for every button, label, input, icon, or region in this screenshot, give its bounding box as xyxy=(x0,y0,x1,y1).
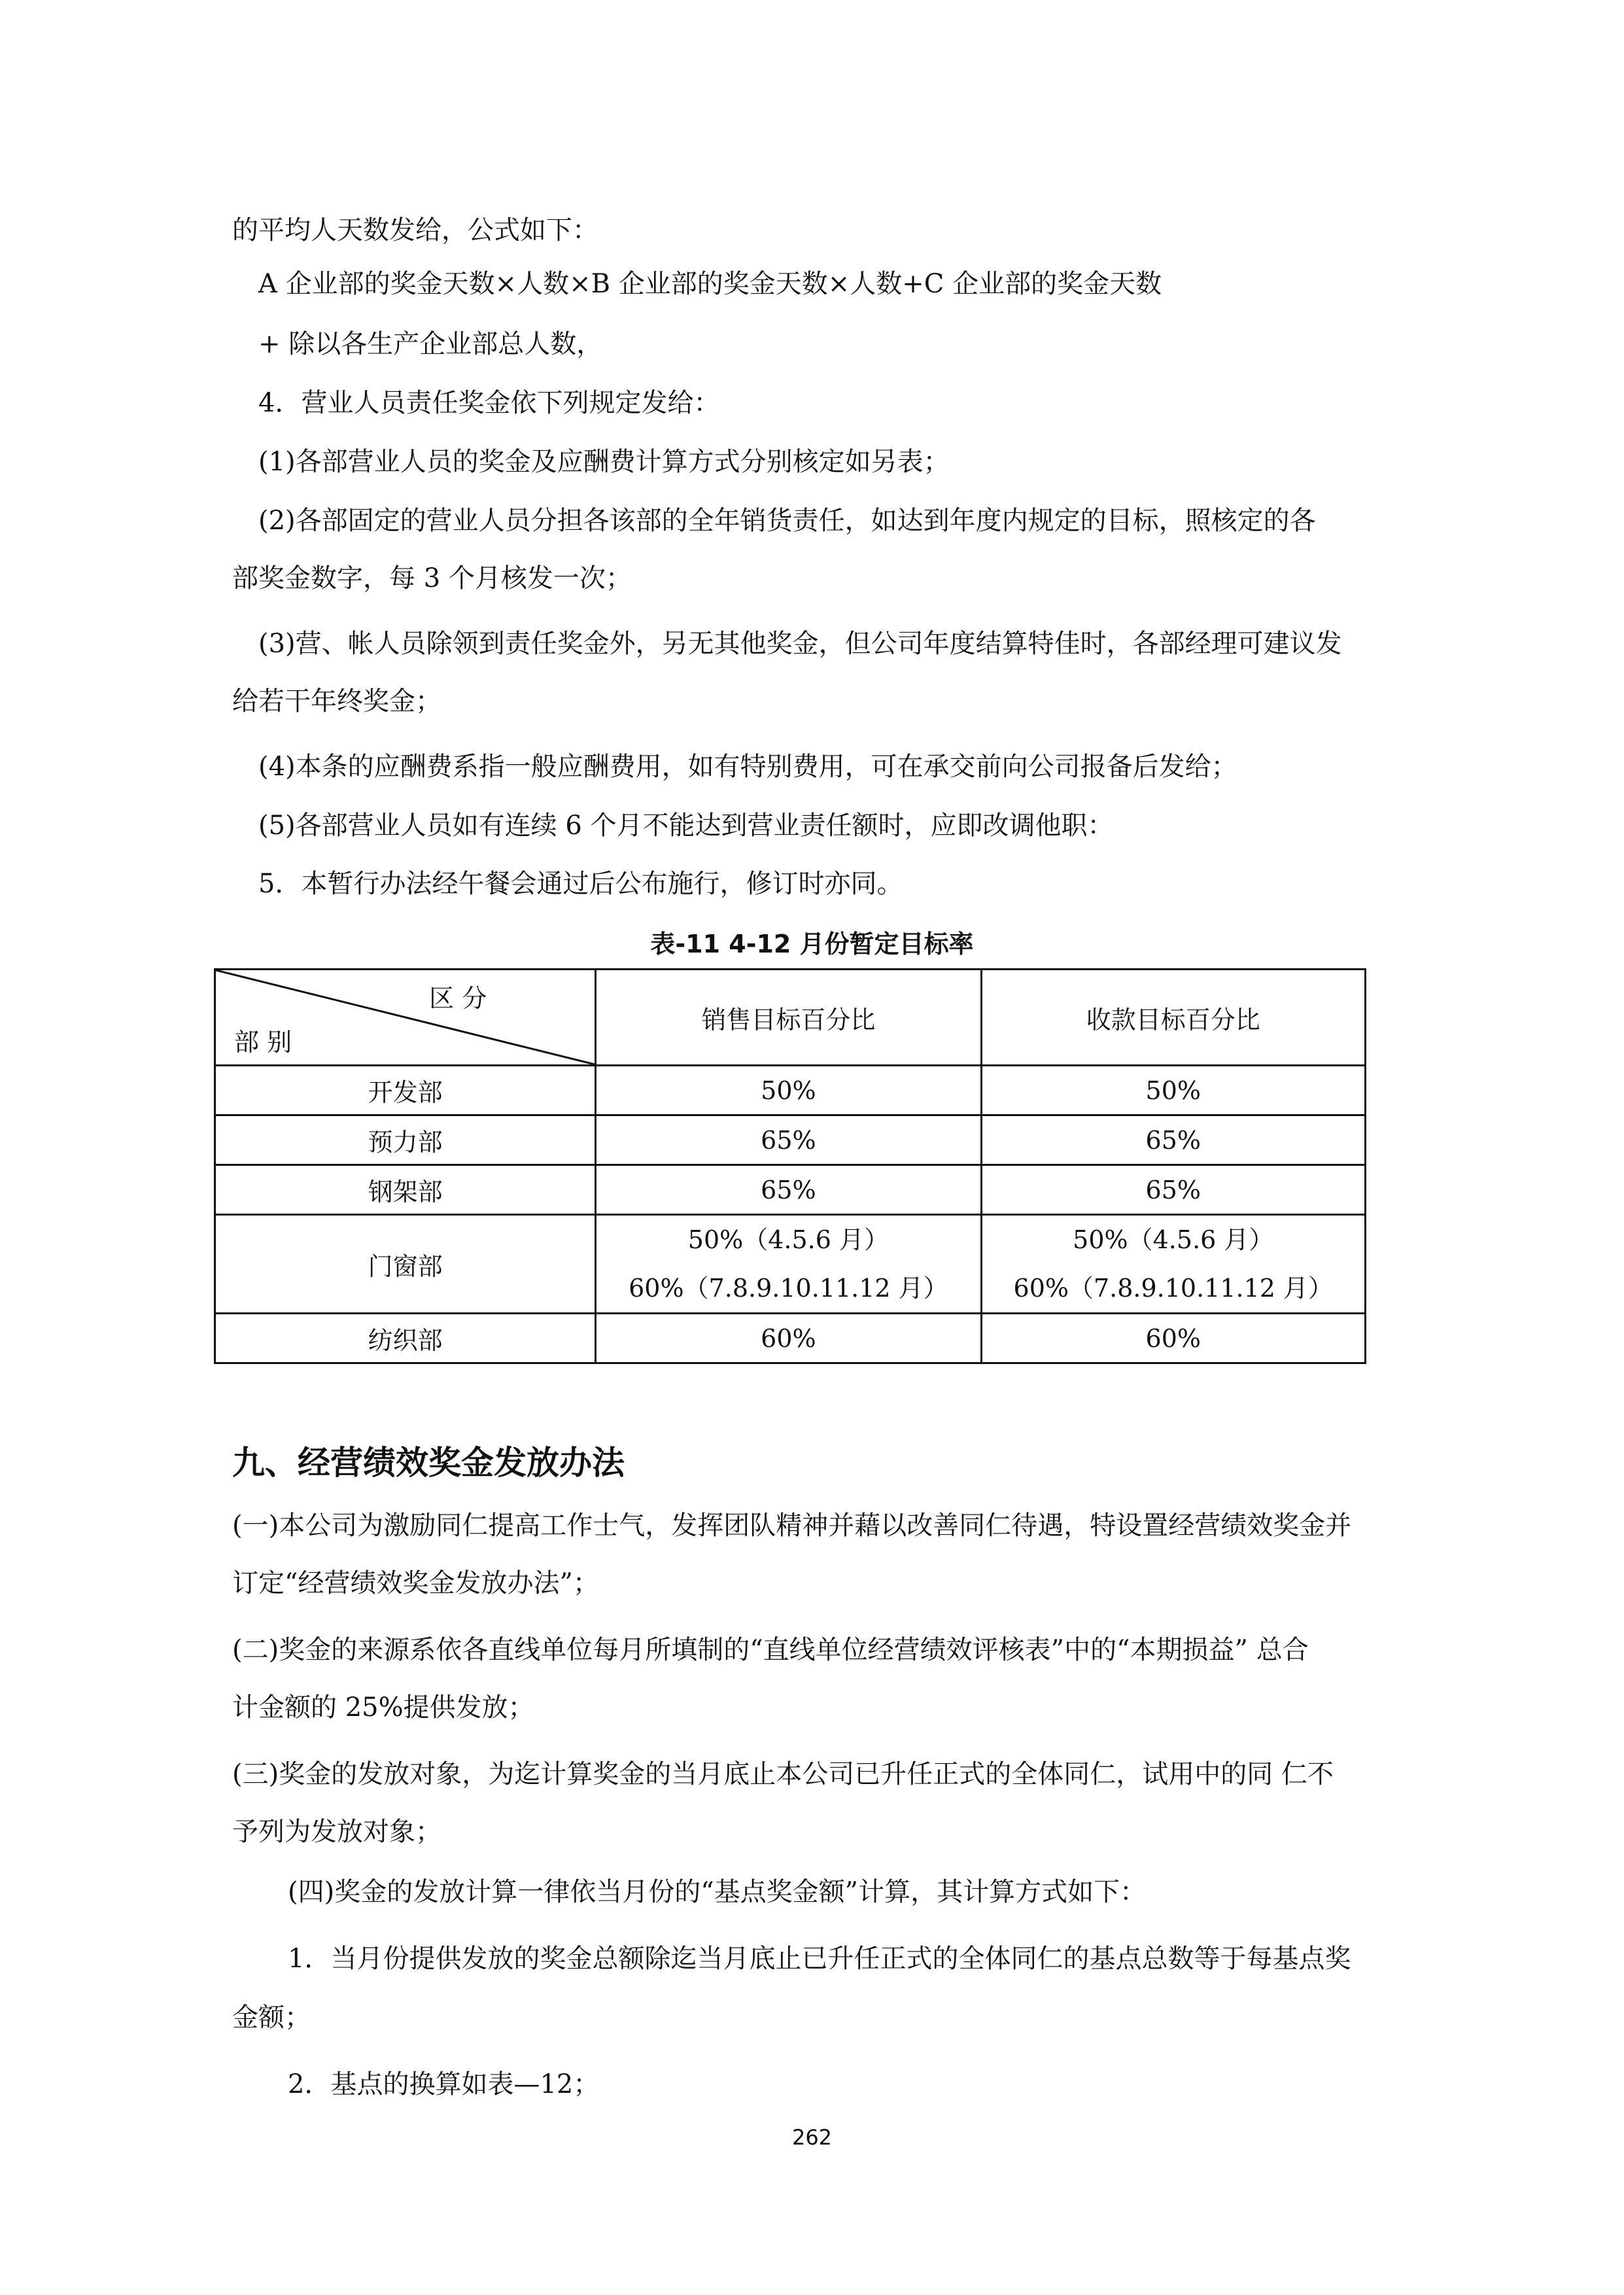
dept-cell: 预力部 xyxy=(215,1115,596,1165)
paragraph-line: (4)本条的应酬费系指一般应酬费用，如有特别费用，可在承交前向公司报备后发给； xyxy=(258,752,1237,782)
sales-cell: 65% xyxy=(596,1115,981,1165)
header-collection-target: 收款目标百分比 xyxy=(981,970,1365,1066)
sales-cell: 65% xyxy=(596,1165,981,1215)
paragraph-line: + 除以各生产企业部总人数， xyxy=(258,329,603,359)
sales-value-b: 60%（7.8.9.10.11.12 月） xyxy=(629,1274,948,1303)
page-number: 262 xyxy=(791,2125,833,2150)
paragraph-line: (3)营、帐人员除领到责任奖金外，另无其他奖金，但公司年度结算特佳时，各部经理可建议发 xyxy=(258,629,1342,659)
table-row xyxy=(215,1314,1366,1363)
sales-cell: 60% xyxy=(596,1314,981,1363)
paragraph-line: (1)各部营业人员的奖金及应酬费计算方式分别核定如另表； xyxy=(258,447,950,477)
paragraph-line: 计金额的 25%提供发放； xyxy=(232,1692,534,1723)
table-row xyxy=(215,1115,1366,1165)
dept-cell: 钢架部 xyxy=(215,1165,596,1215)
table-caption: 表-11 4-12 月份暂定目标率 xyxy=(650,930,974,958)
paragraph-line: 5．本暂行办法经午餐会通过后公布施行，修订时亦同。 xyxy=(258,869,903,899)
paragraph-line: (一)本公司为激励同仁提高工作士气，发挥团队精神并藉以改善同仁待遇，特设置经营绩效奖金并 xyxy=(232,1511,1352,1541)
paragraph-line: 1．当月份提供发放的奖金总额除迄当月底止已升任正式的全体同仁的基点总数等于每基点奖 xyxy=(288,1944,1351,1974)
collection-cell: 65% xyxy=(981,1115,1365,1165)
paragraph-line: (2)各部固定的营业人员分担各该部的全年销货责任，如达到年度内规定的目标，照核定的各 xyxy=(258,506,1316,536)
table-row xyxy=(215,1165,1366,1215)
sales-value-a: 50%（4.5.6 月） xyxy=(687,1225,889,1254)
paragraph-line: (四)奖金的发放计算一律依当月份的“基点奖金额”计算，其计算方式如下： xyxy=(288,1877,1147,1907)
sales-cell: 50% xyxy=(596,1066,981,1115)
collection-value-b: 60%（7.8.9.10.11.12 月） xyxy=(1013,1274,1334,1303)
paragraph-line: 予列为发放对象； xyxy=(232,1817,441,1847)
sales-cell xyxy=(596,1215,981,1314)
table-header-row xyxy=(215,970,1366,1066)
dept-cell: 开发部 xyxy=(215,1066,596,1115)
header-department-label: 部 别 xyxy=(234,1028,292,1057)
diagonal-header-cell xyxy=(215,970,596,1066)
paragraph-line: (5)各部营业人员如有连续 6 个月不能达到营业责任额时，应即改调他职： xyxy=(258,811,1114,841)
table-row xyxy=(215,1066,1366,1115)
collection-cell: 60% xyxy=(981,1314,1365,1363)
paragraph-line: 4．营业人员责任奖金依下列规定发给： xyxy=(258,388,720,418)
paragraph-line: (三)奖金的发放对象，为迄计算奖金的当月底止本公司已升任正式的全体同仁，试用中的同 仁不 xyxy=(232,1759,1334,1789)
paragraph-line: 金额； xyxy=(232,2003,311,2033)
dept-cell: 门窗部 xyxy=(215,1215,596,1314)
paragraph-line: 的平均人天数发给，公式如下： xyxy=(232,215,598,245)
collection-cell: 50% xyxy=(981,1066,1365,1115)
section-heading: 九、经营绩效奖金发放办法 xyxy=(232,1444,625,1482)
table-row xyxy=(215,1215,1366,1314)
dept-cell: 纺织部 xyxy=(215,1314,596,1363)
collection-cell: 65% xyxy=(981,1165,1365,1215)
paragraph-line: 2．基点的换算如表—12； xyxy=(288,2069,600,2099)
target-rate-table xyxy=(214,968,1366,1364)
header-category-label: 区 分 xyxy=(429,984,487,1013)
paragraph-line: 部奖金数字，每 3 个月核发一次； xyxy=(232,563,632,593)
paragraph-line: (二)奖金的来源系依各直线单位每月所填制的“直线单位经营绩效评核表”中的“本期损益” 总合 xyxy=(232,1635,1309,1665)
collection-value-a: 50%（4.5.6 月） xyxy=(1073,1225,1274,1254)
collection-cell xyxy=(981,1215,1365,1314)
header-sales-target: 销售目标百分比 xyxy=(596,970,981,1066)
paragraph-line: 给若干年终奖金； xyxy=(232,686,441,716)
paragraph-line: A 企业部的奖金天数×人数×B 企业部的奖金天数×人数+C 企业部的奖金天数 xyxy=(258,269,1162,299)
paragraph-line: 订定“经营绩效奖金发放办法”； xyxy=(232,1568,599,1598)
